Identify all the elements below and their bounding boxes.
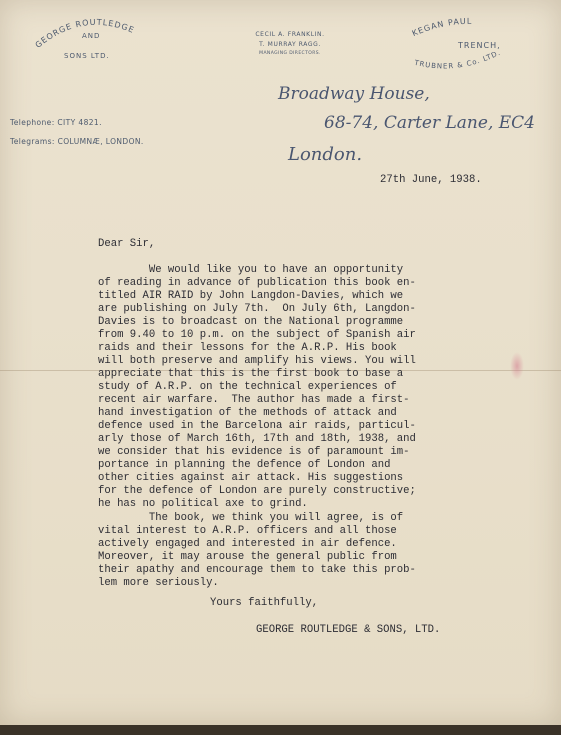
address-line-3: London.: [288, 144, 363, 165]
body-line: Davies is to broadcast on the National programme: [98, 316, 404, 328]
publisher-name-arc: GEORGE ROUTLEDGE: [33, 17, 136, 50]
table-surface: [0, 725, 561, 735]
body-line: study of A.R.P. on the technical experiences of: [98, 381, 397, 393]
body-line: are publishing on July 7th. On July 6th, Langdon-: [98, 303, 416, 315]
trubner-arc: TRUBNER & Co. LTD.: [413, 48, 503, 71]
publisher-and: AND: [82, 32, 101, 40]
body-line: he has no political axe to grind.: [98, 498, 308, 510]
ink-stain: [510, 352, 524, 380]
director-2: T. MURRAY RAGG.: [259, 41, 321, 48]
body-line: for the defence of London are purely constructive;: [98, 485, 416, 497]
directors-block: [230, 30, 350, 58]
body-line: from 9.40 to 10 p.m. on the subject of Spanish air: [98, 329, 416, 341]
body-line: lem more seriously.: [98, 577, 219, 589]
salutation: Dear Sir,: [98, 238, 156, 250]
body-line: of reading in advance of publication this book en-: [98, 277, 416, 289]
directors-title: MANAGING DIRECTORS.: [259, 51, 321, 56]
letter-date: 27th June, 1938.: [380, 174, 482, 186]
body-line: portance in planning the defence of London and: [98, 459, 391, 471]
body-line: arly those of March 16th, 17th and 18th, 1938, and: [98, 433, 416, 445]
body-line: vital interest to A.R.P. officers and all those: [98, 525, 397, 537]
body-line: appreciate that this is the first book to base a: [98, 368, 404, 380]
body-line: actively engaged and interested in air defence.: [98, 538, 397, 550]
telephone-line: Telephone: CITY 4821.: [10, 118, 102, 127]
body-line: raids and their lessons for the A.R.P. His book: [98, 342, 397, 354]
body-line: we consider that his evidence is of paramount im-: [98, 446, 410, 458]
body-line: We would like you to have an opportunity: [98, 264, 404, 276]
body-line: recent air warfare. The author has made a first-: [98, 394, 410, 406]
closing: Yours faithfully,: [210, 597, 319, 609]
body-line: The book, we think you will agree, is of: [98, 512, 404, 524]
body-line: hand investigation of the methods of attack and: [98, 407, 397, 419]
address-line-2: 68-74, Carter Lane, EC4: [324, 113, 535, 133]
letterhead-right-arc: [400, 12, 530, 82]
body-line: titled AIR RAID by John Langdon-Davies, which we: [98, 290, 404, 302]
kegan-paul-arc: KEGAN PAUL: [410, 16, 473, 39]
signature-block: GEORGE ROUTLEDGE & SONS, LTD.: [256, 624, 441, 636]
body-line: defence used in the Barcelona air raids, particul-: [98, 420, 416, 432]
body-line: Moreover, it may arouse the general public from: [98, 551, 397, 563]
telegrams-line: Telegrams: COLUMNÆ, LONDON.: [10, 137, 144, 146]
letterhead-right: [400, 12, 530, 82]
letterhead-left: [28, 12, 158, 82]
body-line: other cities against air attack. His suggestions: [98, 472, 404, 484]
body-line: will both preserve and amplify his views. You will: [98, 355, 416, 367]
address-line-1: Broadway House,: [278, 84, 430, 104]
director-1: CECIL A. FRANKLIN.: [255, 31, 325, 38]
letterhead-left-arc: [28, 12, 158, 82]
trench-text: TRENCH,: [458, 41, 501, 50]
body-line: their apathy and encourage them to take this prob-: [98, 564, 416, 576]
publisher-sons: SONS LTD.: [64, 52, 110, 60]
